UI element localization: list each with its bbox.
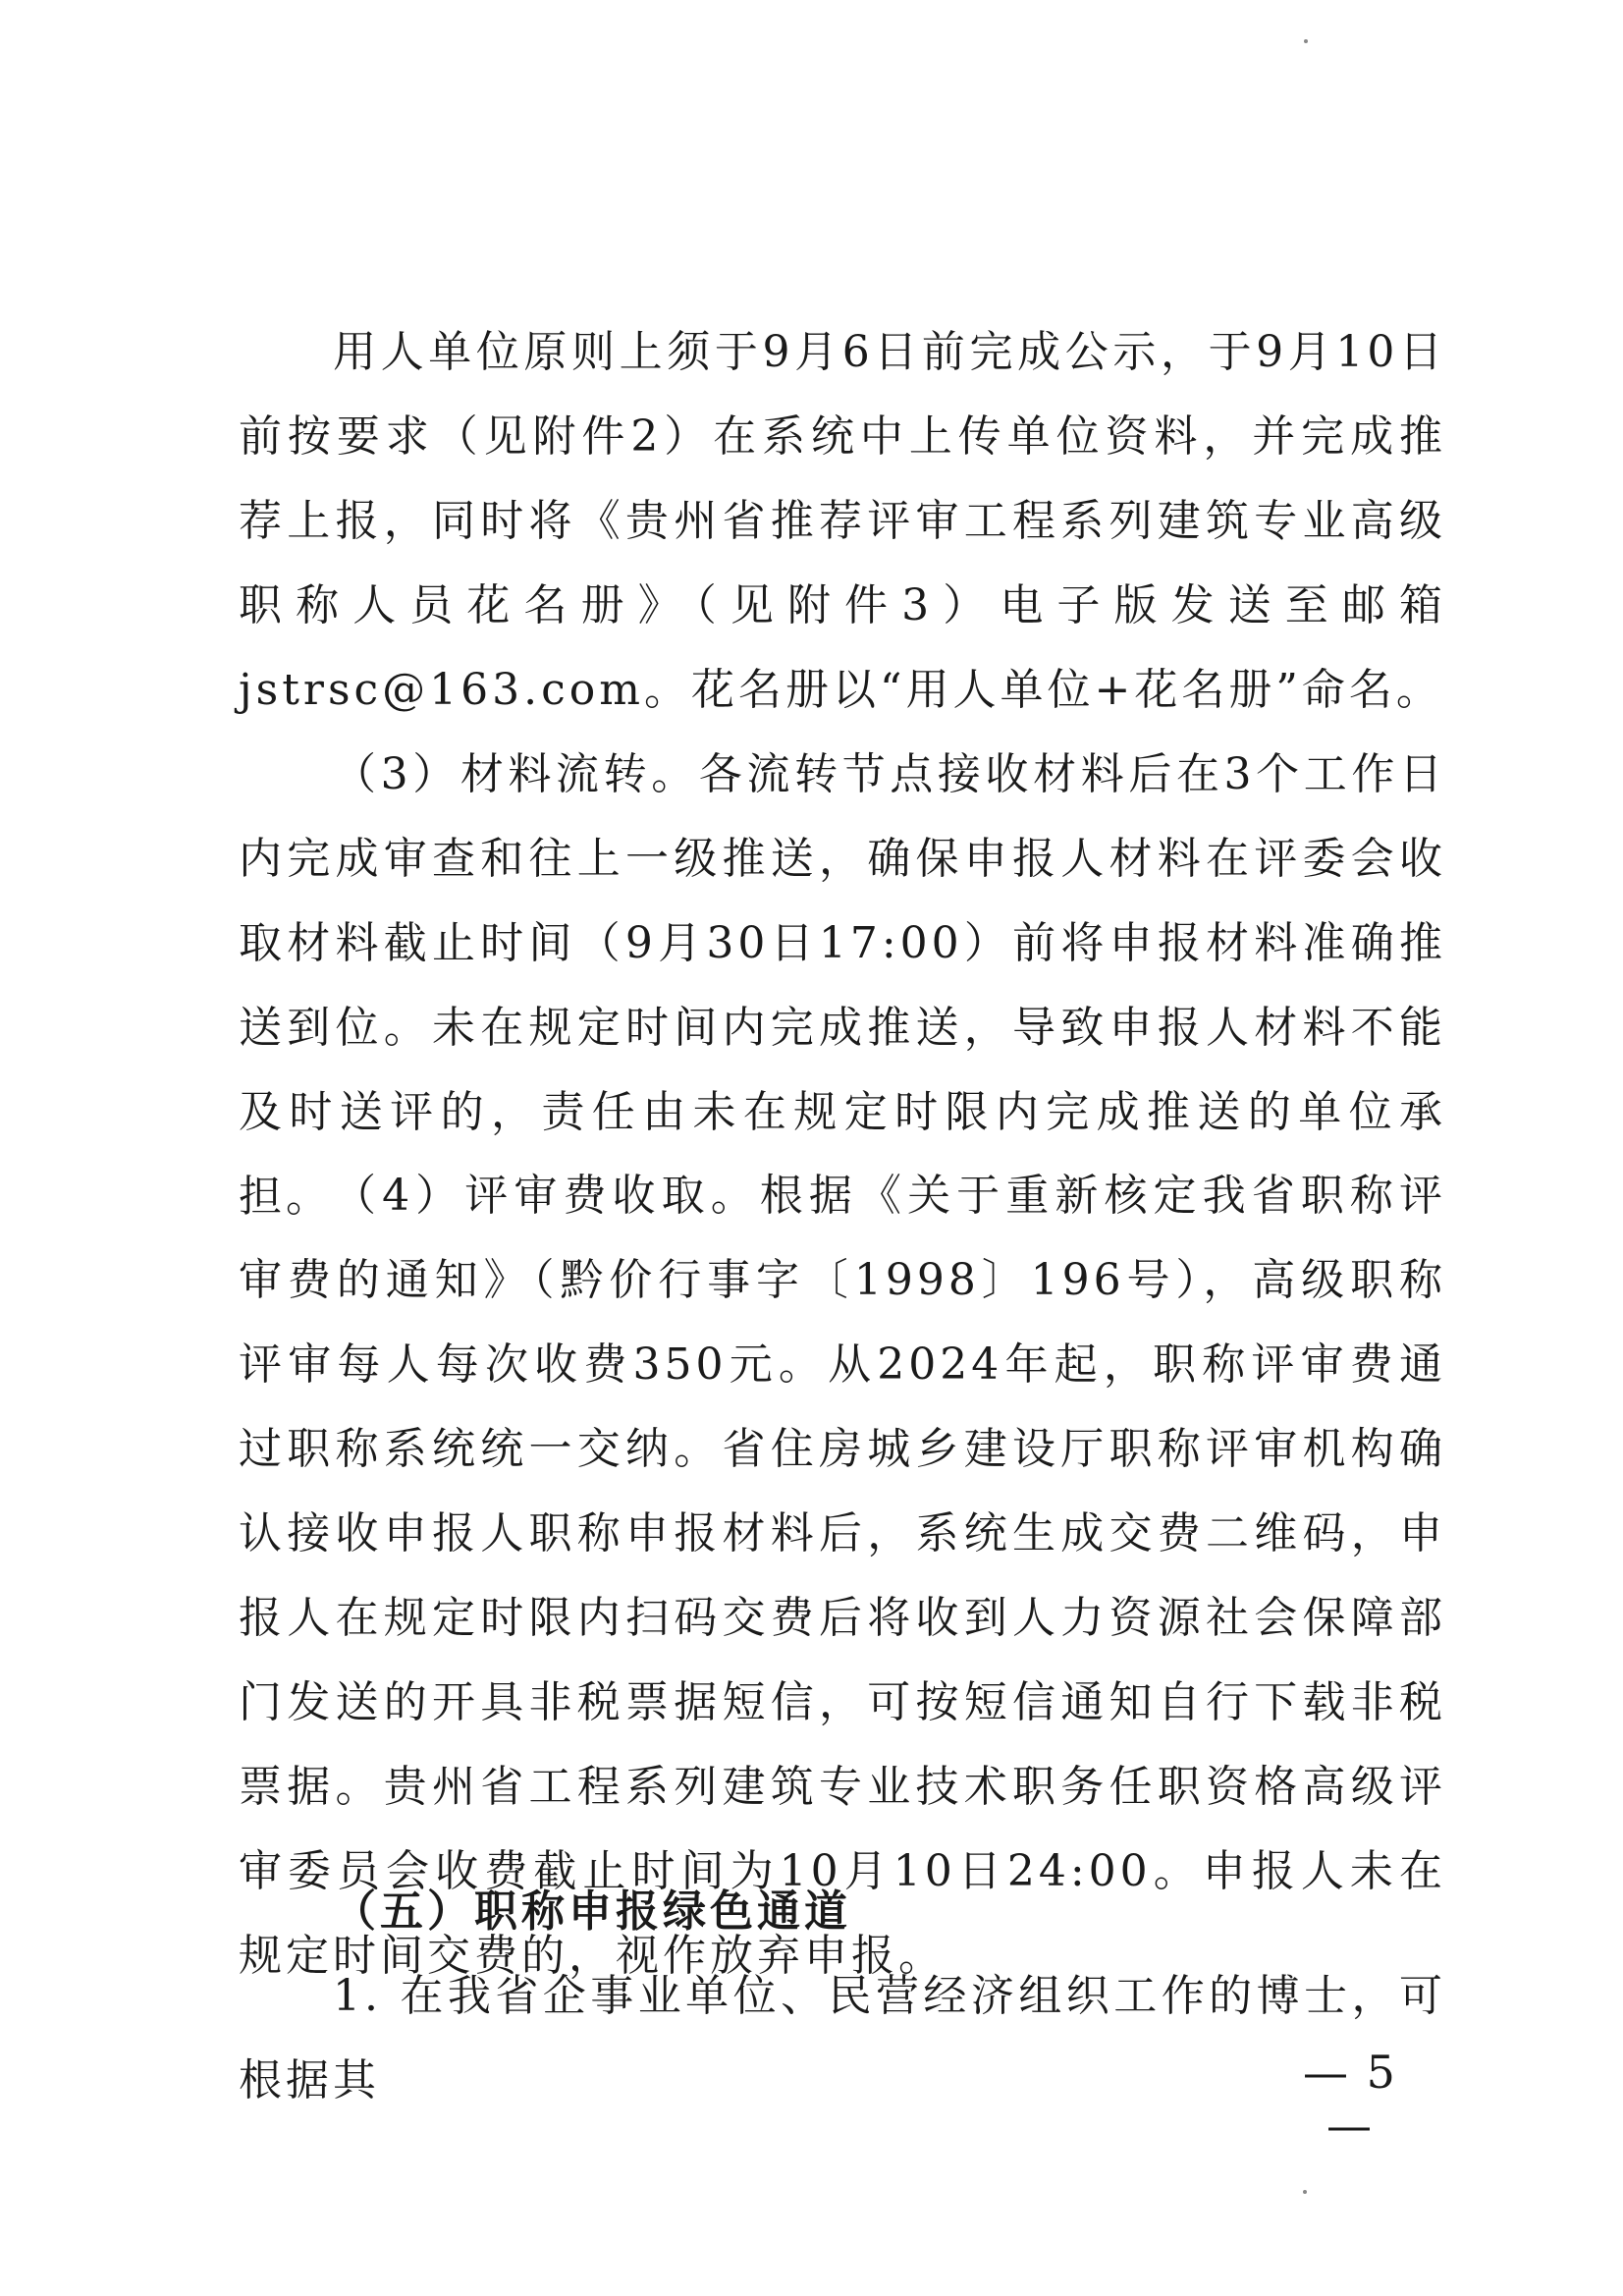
paragraph-text: （4）评审费收取。根据《关于重新核定我省职称评审费的通知》（黔价行事字〔1998〕196号），高级职称评审每人每次收费350元。从2024年起，职称评审费通过职称系统统一交纳。省住房城乡建设厅职称评审机构确认接收申报人职称申报材料后，系统生成交费二维码，申报人在规定时限内扫码交费后将收到人力资源社会保障部门发送的开具非税票据短信，可按短信通知自行下载非税票据。贵州省工程系列建筑专业技术职务任职资格高级评审委员会收费截止时间为10月10日24:00。申报人未在规定时间交费的，视作放弃申报。 — [239, 1171, 1446, 1981]
paragraph-text: 用人单位原则上须于9月6日前完成公示，于9月10日前按要求（见附件2）在系统中上传单位资料，并完成推荐上报，同时将《贵州省推荐评审工程系列建筑专业高级职称人员花名册》（见附件3）电子版发送至邮箱 jstrsc@163.com。花名册以“用人单位+花名册”命名。 — [239, 327, 1446, 715]
paragraph-doctorate — [239, 1954, 1446, 2123]
paragraph-text: （3）材料流转。各流转节点接收材料后在3个工作日内完成审查和往上一级推送，确保申报人材料在评委会收取材料截止时间（9月30日17:00）前将申报材料准确推送到位。未在规定时间内完成推送，导致申报人材料不能及时送评的，责任由未在规定时限内完成推送的单位承担。 — [239, 749, 1447, 1222]
scan-speck — [1304, 39, 1308, 43]
section-heading: （五）职称申报绿色通道 — [333, 1886, 851, 1937]
paragraph-unit-publicity — [239, 310, 1446, 733]
section-heading-green-channel — [239, 1870, 1446, 1954]
page-number: — 5 — — [1303, 2046, 1397, 2152]
scan-speck — [1303, 2190, 1307, 2194]
paragraph-text: 1. 在我省企事业单位、民营经济组织工作的博士，可根据其 — [239, 1971, 1446, 2105]
